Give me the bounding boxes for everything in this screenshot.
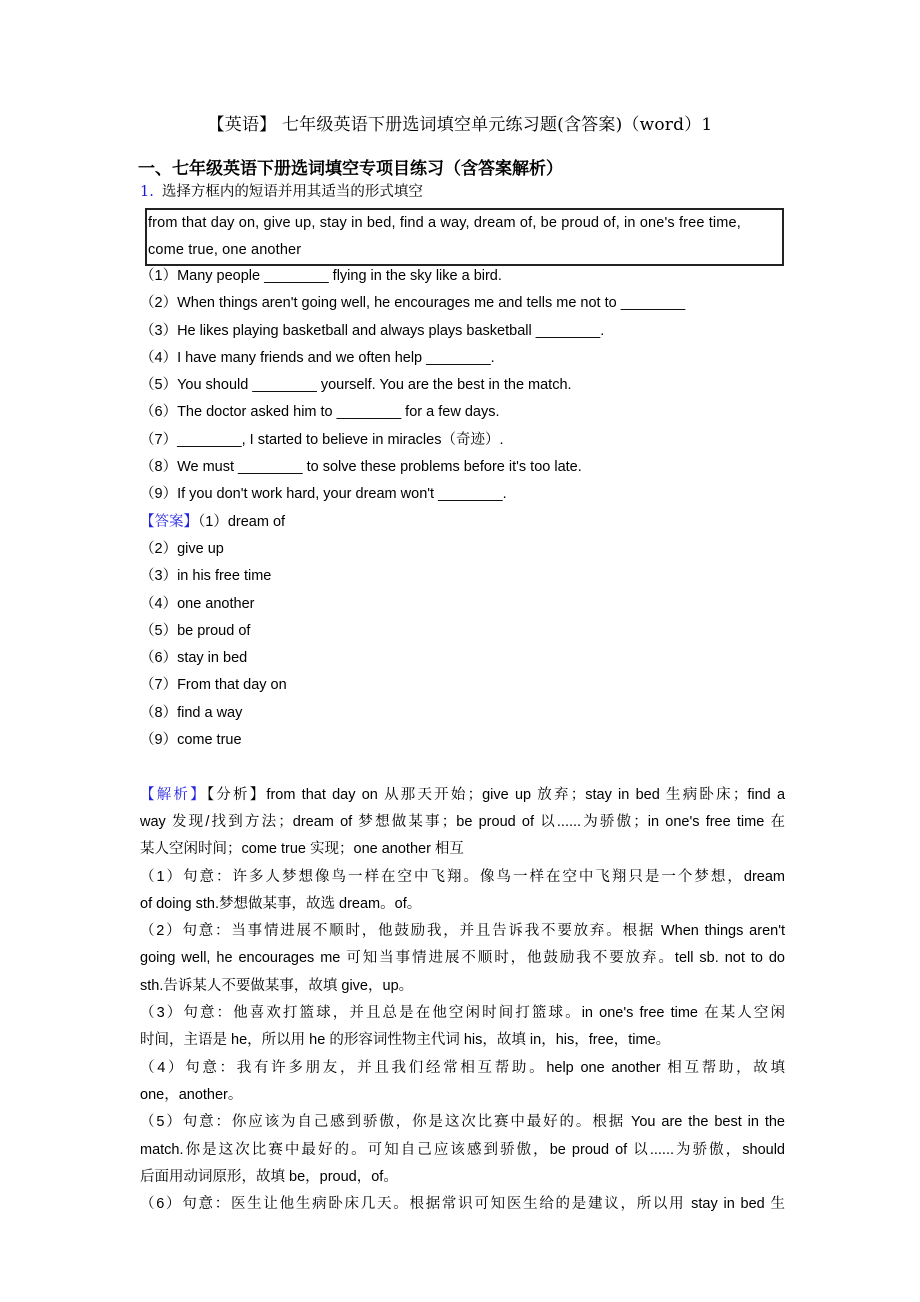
- analysis-line: sth.告诉某人不要做某事，故填 give，up。: [140, 977, 414, 994]
- word-bank-box: [145, 208, 784, 266]
- question-items: [140, 263, 785, 1218]
- answer-item-4: （4）one another: [140, 595, 255, 612]
- answer-label: 【答案】: [140, 513, 198, 530]
- analysis-line: 时间，主语是 he，所以用 he 的形容词性物主代词 his，故填 in，his，free，time。: [140, 1032, 671, 1049]
- analysis-paragraph-4: [140, 1055, 785, 1110]
- answer-item-10: [140, 754, 785, 781]
- answer-item-5: （5）be proud of: [140, 622, 251, 639]
- answer-item-9: （9）come true: [140, 732, 242, 749]
- analysis-intro-line-2: way 发现/找到方法；dream of 梦想做某事；be proud of 以......为骄傲；in one's free time 在: [140, 813, 785, 830]
- analysis-line: （5）句意：你应该为自己感到骄傲，你是这次比赛中最好的。根据 You are the best in the: [140, 1114, 785, 1131]
- word-bank-line-2: come true, one another: [148, 242, 302, 259]
- answer-item-7: （7）From that day on: [140, 677, 287, 694]
- analysis-line: one，another。: [140, 1086, 243, 1103]
- analysis-intro-line-1: [140, 782, 785, 809]
- analysis-intro-text-1: 【分析】from that day on 从那天开始；give up 放弃；stay in bed 生病卧床；find a: [206, 786, 786, 803]
- instruction-text: 选择方框内的短语并用其适当的形式填空: [161, 184, 423, 200]
- answer-header: [140, 509, 785, 536]
- analysis-paragraph-6: [140, 1191, 785, 1218]
- analysis-label: 【解析】: [140, 786, 207, 803]
- analysis-paragraph-1: [140, 864, 785, 919]
- analysis-intro-line-3: 某人空闲时间；come true 实现；one another 相互: [140, 841, 464, 858]
- analysis-paragraph-2: [140, 918, 785, 1000]
- analysis-line: （1）句意：许多人梦想像鸟一样在空中飞翔。像鸟一样在空中飞翔只是一个梦想，dream: [140, 868, 785, 885]
- analysis-line: match.你是这次比赛中最好的。可知自己应该感到骄傲，be proud of 以......为骄傲，should: [140, 1141, 785, 1158]
- question-item-7: （7）________, I started to believe in miracles（奇迹）.: [140, 431, 504, 448]
- question-item-6: （6）The doctor asked him to ________ for a few days.: [140, 404, 500, 421]
- section-heading: 一、七年级英语下册选词填空专项目练习（含答案解析）: [138, 159, 563, 179]
- question-item-2: （2）When things aren't going well, he encourages me and tells me not to ________: [140, 295, 686, 312]
- question-number: 1.: [140, 184, 154, 200]
- question-item-4: （4）I have many friends and we often help ________.: [140, 349, 495, 366]
- question-item-8: （8）We must ________ to solve these problems before it's too late.: [140, 459, 582, 476]
- analysis-paragraph-5: [140, 1109, 785, 1191]
- document-title: 【英语】 七年级英语下册选词填空单元练习题(含答案)（word）1: [207, 115, 713, 135]
- analysis-line: （2）句意：当事情进展不顺时，他鼓励我，并且告诉我不要放弃。根据 When things aren't: [140, 923, 785, 940]
- analysis-line: going well, he encourages me 可知当事情进展不顺时，他鼓励我不要放弃。tell sb. not to do: [140, 950, 785, 967]
- answer-item-1: （1）dream of: [198, 513, 286, 530]
- question-item-3: （3）He likes playing basketball and always plays basketball ________.: [140, 322, 605, 339]
- answer-item-8: （8）find a way: [140, 704, 243, 721]
- analysis-line: （3）句意：他喜欢打篮球，并且总是在他空闲时间打篮球。in one's free time 在某人空闲: [140, 1005, 785, 1022]
- analysis-line: 后面用动词原形，故填 be，proud，of。: [140, 1168, 398, 1185]
- answer-item-3: （3）in his free time: [140, 568, 272, 585]
- question-item-9: （9）If you don't work hard, your dream won't ________.: [140, 486, 507, 503]
- question-instruction: [140, 181, 423, 203]
- analysis-line: （6）句意：医生让他生病卧床几天。根据常识可知医生给的是建议，所以用 stay in bed 生: [140, 1196, 785, 1213]
- analysis-paragraph-3: [140, 1000, 785, 1055]
- question-item-5: （5）You should ________ yourself. You are the best in the match.: [140, 377, 572, 394]
- analysis-line: of doing sth.梦想做某事，故选 dream。of。: [140, 895, 422, 912]
- word-bank-line-1: from that day on, give up, stay in bed, find a way, dream of, be proud of, in one's free time,: [148, 215, 741, 231]
- answer-item-2: （2）give up: [140, 540, 224, 557]
- analysis-intro: [140, 782, 785, 864]
- question-item-1: （1）Many people ________ flying in the sky like a bird.: [140, 268, 502, 284]
- answer-item-6: （6）stay in bed: [140, 650, 248, 667]
- analysis-line: （4）句意：我有许多朋友，并且我们经常相互帮助。help one another 相互帮助，故填: [140, 1059, 785, 1076]
